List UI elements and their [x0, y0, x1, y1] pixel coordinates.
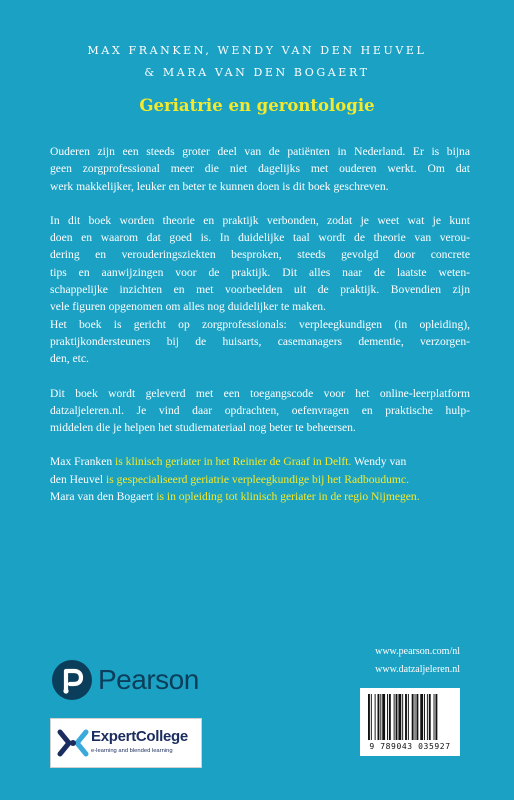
text-line: doen en waarom dat goed is. In duidelijke taal wordt de theorie van verou-: [50, 231, 470, 245]
text-line: datzaljeleren.nl. Je vind daar opdrachten, oefenvragen en praktische hulp-: [50, 403, 470, 417]
author-name: Mara van den Bogaert: [50, 490, 157, 504]
barcode-bar: [405, 694, 407, 740]
author-name: Wendy van: [351, 455, 407, 469]
pearson-logo: [52, 660, 199, 700]
text-line: dering en verouderingsziekten besproken, steeds gevolgd door concrete: [50, 248, 470, 262]
isbn-number: 9 789043 035927: [369, 742, 451, 751]
expertcollege-tagline: e-learning and blended learning: [91, 748, 173, 754]
authors-line-1: MAX FRANKEN, WENDY VAN DEN HEUVEL: [87, 44, 427, 57]
barcode-bar: [375, 694, 376, 740]
author-names: [0, 40, 514, 84]
author-name: den Heuvel: [50, 472, 107, 486]
paragraph-intro: [50, 143, 470, 195]
barcode-bar: [368, 694, 370, 740]
barcode-bar: [427, 694, 428, 740]
website-links: [375, 643, 460, 679]
barcode-bar: [416, 694, 418, 740]
text-line: middelen die je helpen het studiemateriaal nog beter te beheersen.: [50, 421, 356, 435]
datzaljeleren-url[interactable]: www.datzaljeleren.nl: [375, 664, 460, 675]
text-line: Dit boek wordt geleverd met een toegangscode voor het online-leerplatform: [50, 386, 470, 400]
text-line: werk makkelijker, leuker en beter te kunnen doen is dit boek geschreven.: [50, 179, 389, 193]
barcode-bar: [429, 694, 431, 740]
barcode-bar: [387, 694, 388, 740]
blurb: [50, 143, 470, 522]
barcode-bar: [420, 694, 423, 740]
text-line: tips en aanwijzingen voor de praktijk. Dit alles naar de laatste weten-: [50, 265, 470, 279]
barcode-bar: [394, 694, 395, 740]
text-line: vele figuren opgenomen om alles nog duidelijker te maken.: [50, 300, 326, 314]
author-role: is in opleiding tot klinisch geriater in de regio Nijmegen.: [156, 490, 420, 504]
expertcollege-x-icon: [56, 726, 90, 760]
barcode-bar: [435, 694, 437, 740]
paragraph-theory: [50, 212, 470, 316]
barcode-bar: [371, 694, 372, 740]
text-line: schappelijke inzichten en met voorbeelden uit de praktijk. Bovendien zijn: [50, 283, 470, 297]
barcode-bar: [434, 694, 435, 740]
author-name: Max Franken: [50, 455, 116, 469]
bio-line: [50, 488, 470, 505]
barcode-bar: [408, 694, 409, 740]
barcode-bar: [398, 694, 401, 740]
barcode-bar: [380, 694, 381, 740]
text-line: Ouderen zijn een steeds groter deel van de patiënten in Nederland. Er is bijna: [50, 145, 470, 158]
pearson-url[interactable]: www.pearson.com/nl: [375, 646, 460, 657]
text-line: den, etc.: [50, 352, 89, 366]
bio-line: [50, 471, 470, 488]
barcode-bar: [378, 694, 380, 740]
barcode-bar: [396, 694, 398, 740]
text-line: Het boek is gericht op zorgprofessionals: verpleegkundigen (in opleiding),: [50, 317, 470, 331]
book-title: Geriatrie en gerontologie: [139, 96, 375, 115]
barcode-bar: [382, 694, 385, 740]
authors-line-2: & MARA VAN DEN BOGAERT: [144, 66, 370, 79]
expertcollege-wordmark: ExpertCollege: [91, 728, 188, 745]
text-line: praktijkondersteuners bij de huisarts, casemanagers dementie, verzorgen-: [50, 334, 470, 348]
author-role: is klinisch geriater in het Reinier de Graaf in Delft.: [115, 455, 352, 469]
text-line: geen zorgprofessional meer die niet dagelijks met ouderen werkt. Om dat: [50, 162, 470, 176]
pearson-wordmark: Pearson: [98, 664, 199, 695]
barcode-bar: [424, 694, 425, 740]
expertcollege-logo: [50, 718, 202, 768]
barcode-bar: [402, 694, 403, 740]
barcode-bar: [415, 694, 416, 740]
barcode-bar: [389, 694, 391, 740]
text-line: In dit boek worden theorie en praktijk verbonden, zodat je weet wat je kunt: [50, 213, 470, 227]
bio-line: [50, 453, 470, 470]
isbn-barcode: [360, 688, 460, 756]
paragraph-audience: [50, 316, 470, 368]
author-bios: [50, 453, 470, 505]
pearson-p-icon: [52, 660, 92, 700]
author-role: is gespecialiseerd geriatrie verpleegkundige bij het Radboudumc.: [106, 472, 409, 486]
barcode-bars: [360, 688, 460, 742]
paragraph-platform: [50, 385, 470, 437]
barcode-bar: [412, 694, 414, 740]
